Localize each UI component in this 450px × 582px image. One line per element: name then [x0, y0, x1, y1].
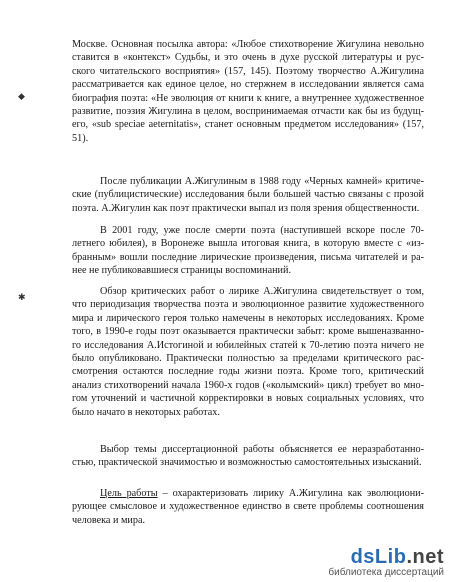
text-line: нее не публиковавшиеся страницы воспоминаний. [72, 265, 291, 277]
text-line: было опубликовано. Практически полностью за пределами критического рас- [72, 353, 424, 364]
purpose-label: Цель работы [100, 488, 158, 499]
text-line: ставится в «контекст» Судьбы, и это очень в духе русской литературы и рус- [72, 52, 424, 64]
text-line: рующее смысловое и художественное единство в свете проблемы соотношения [72, 501, 424, 513]
text-line: развитие, поэзия Жигулина в целом, воспринимаемая отчасти как бы из будущ- [72, 106, 424, 117]
text-line: биография поэта: «Не эволюция от книги к книге, а внутреннее художественное [72, 92, 424, 104]
text-line: анализ стихотворений начала 1960-х годов («колымский» цикл) требует во мно- [72, 379, 424, 391]
text-line: ские (публицистические) исследования были большей частью связаны с прозой [72, 189, 424, 201]
text-line: мира и лирического героя только намечены в некоторых исследованиях. Кроме [72, 312, 424, 324]
margin-bullet-icon: ✱ [18, 292, 26, 302]
text-line: что периодизация творчества поэта и эволюционное развитие художественного [72, 299, 424, 311]
text-line: рассматривается как единое целое, но стержнем в исследовании является сама [72, 79, 424, 91]
text-line: стью, практической значимостью и возможностью самостоятельных изысканий. [72, 457, 422, 469]
text-line: го исследования А.Истогиной и юбилейных статей к 70-летию поэта ничего не [72, 339, 424, 351]
text-line: Обзор критических работ о лирике А.Жигулина свидетельствует о том, [100, 286, 424, 297]
text-line [100, 487, 424, 500]
text-line: летнего юбилея), в Воронеже вышла итоговая книга, в которую вместе с «из- [72, 238, 424, 250]
text-line: поэта. А.Жигулин как поэт практически выпал из поля зрения общественности. [72, 202, 420, 214]
purpose-text: – охарактеризовать лирику А.Жигулина как эволюциони- [157, 488, 424, 499]
watermark-logo [328, 546, 444, 578]
text-line: ского читательского восприятия» (157, 145). Поэтому творчество А.Жигулина [72, 65, 424, 77]
text-line: того, в 1990-е годы поэт оказывается практически забыт: кроме вышеназванно- [72, 326, 424, 338]
text-line: гом уточнений и частичной корректировки в новых социальных условиях, что [72, 393, 424, 405]
watermark-subtitle: библиотека диссертаций [328, 567, 444, 578]
text-line: Москве. Основная посылка автора: «Любое стихотворение Жигулина невольно [72, 39, 424, 50]
text-line: было начато в некоторых работах. [72, 406, 220, 418]
text-line: 51). [72, 132, 89, 144]
margin-bullet-icon: ◆ [18, 91, 25, 101]
text-line: В 2001 году, уже после смерти поэта (наступившей вскоре после 70- [100, 225, 424, 236]
text-line: Выбор темы диссертационной работы объясняется ее неразработанно- [100, 444, 424, 455]
text-line: его, «sub speciae aeternitatis», станет основным предметом исследования» (157, [72, 119, 424, 131]
text-line: После публикации А.Жигулиным в 1988 году «Черных камней» критиче- [100, 176, 424, 187]
text-line: бранным» вошли последние лирические произведения, письма читателей и ра- [72, 251, 424, 263]
watermark-logo-text: dsLib.net [350, 546, 444, 568]
text-line: смотрения остаются последние годы жизни поэта. Кроме того, критический [72, 366, 424, 378]
text-line: человека и мира. [72, 514, 146, 526]
